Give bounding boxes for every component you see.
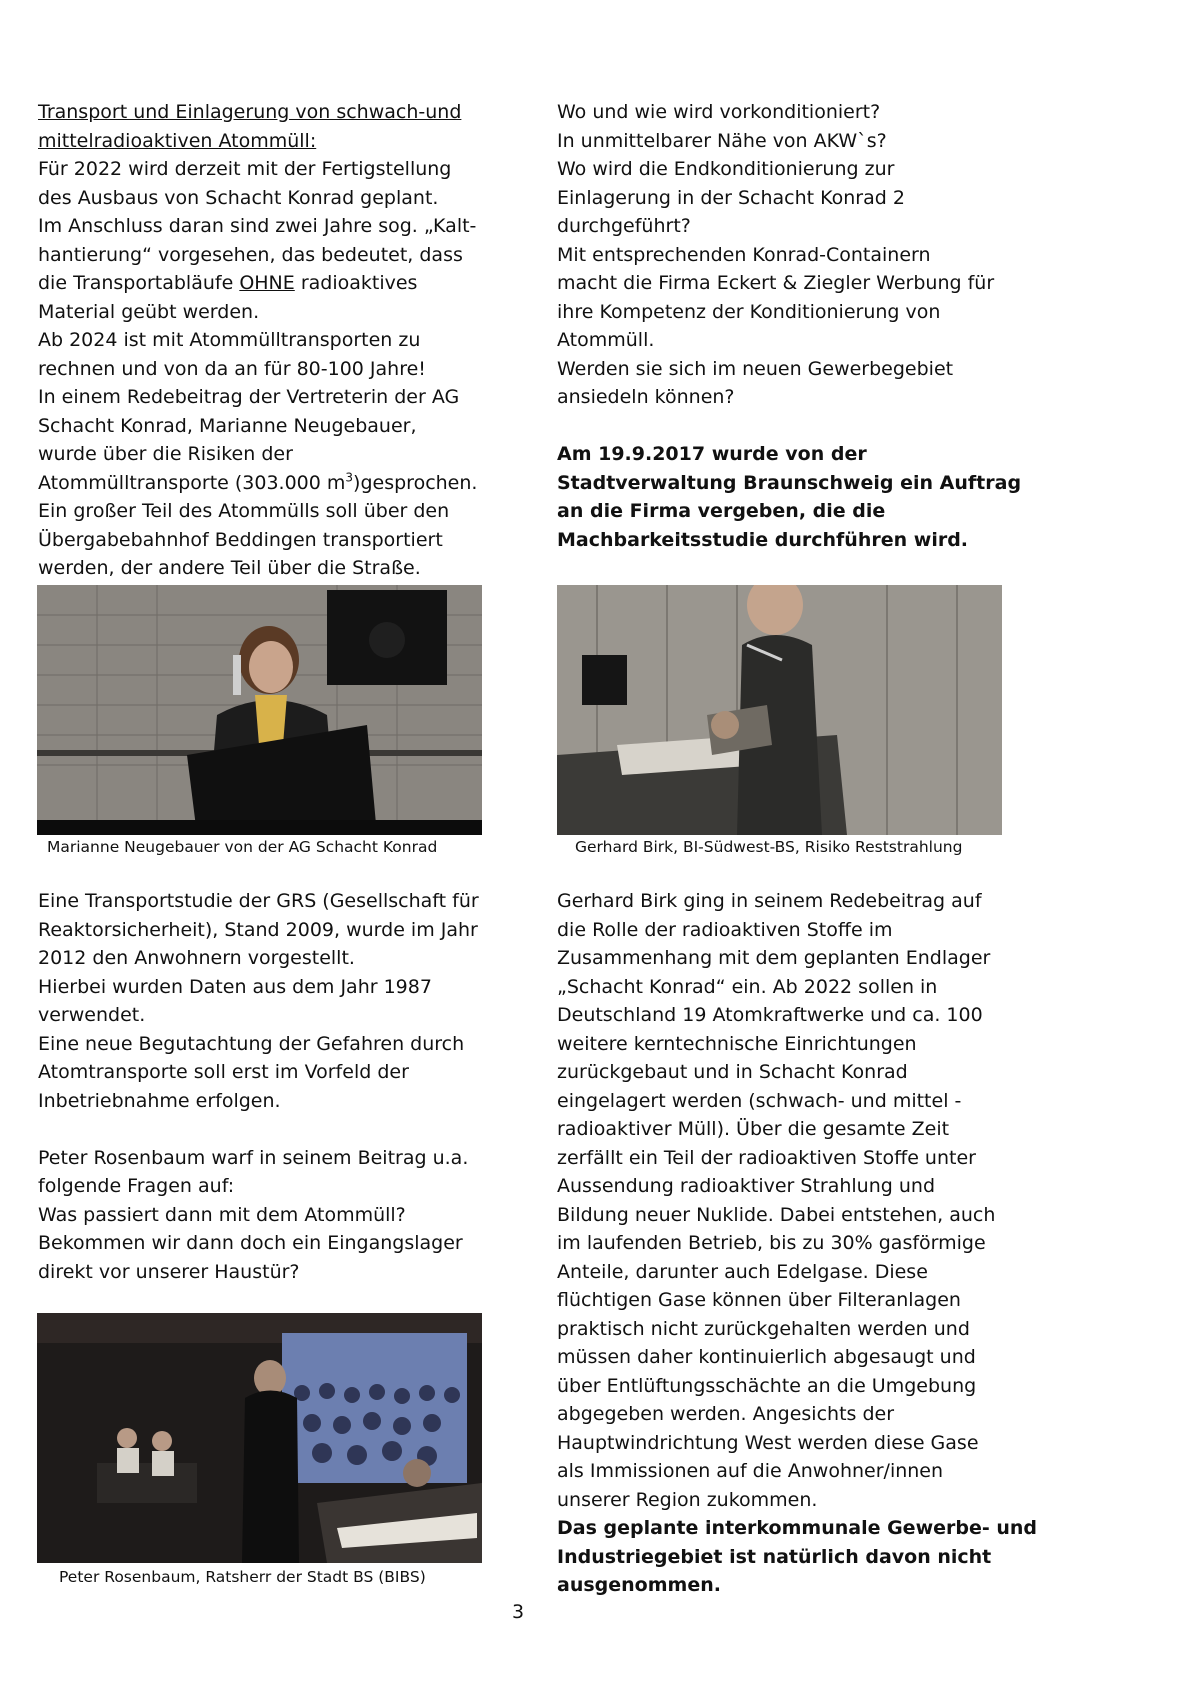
text-line: Wo wird die Endkonditionierung zur bbox=[557, 158, 895, 180]
text-line: radioaktiver Müll). Über die gesamte Zeit bbox=[557, 1118, 950, 1140]
text-line: Bildung neuer Nuklide. Dabei entstehen, auch bbox=[557, 1203, 996, 1226]
bold-text-line: Stadtverwaltung Braunschweig ein Auftrag bbox=[557, 471, 1022, 494]
text-line: über Entlüftungsschächte an die Umgebung bbox=[557, 1374, 977, 1397]
photo-peter-rosenbaum bbox=[37, 1313, 482, 1563]
text-line: „Schacht Konrad“ ein. Ab 2022 sollen in bbox=[557, 975, 938, 998]
text-line: macht die Firma Eckert & Ziegler Werbung für bbox=[557, 272, 995, 294]
text-line: folgende Fragen auf: bbox=[38, 1175, 235, 1197]
text-line: Atommüll. bbox=[557, 329, 655, 351]
text-line: des Ausbaus von Schacht Konrad geplant. bbox=[38, 186, 439, 209]
text-line: Ab 2024 ist mit Atommülltransporten zu bbox=[38, 329, 421, 351]
text-line: im laufenden Betrieb, bis zu 30% gasförmige bbox=[557, 1232, 986, 1254]
text-line: Einlagerung in der Schacht Konrad 2 bbox=[557, 186, 905, 209]
text-line: unserer Region zukommen. bbox=[557, 1488, 818, 1511]
text-line: ihre Kompetenz der Konditionierung von bbox=[557, 300, 941, 323]
text-line: wurde über die Risiken der bbox=[38, 443, 293, 465]
photo-marianne-neugebauer bbox=[37, 585, 482, 835]
text-line: Werden sie sich im neuen Gewerbegebiet bbox=[557, 357, 954, 380]
text-line: verwendet. bbox=[38, 1004, 146, 1026]
text-line: Hierbei wurden Daten aus dem Jahr 1987 bbox=[38, 975, 432, 998]
text-line: rechnen und von da an für 80-100 Jahre! bbox=[38, 357, 426, 380]
text-line: 2012 den Anwohnern vorgestellt. bbox=[38, 947, 355, 969]
text-line: abgegeben werden. Angesichts der bbox=[557, 1403, 895, 1425]
text-line: Aussendung radioaktiver Strahlung und bbox=[557, 1175, 936, 1197]
text-line: Deutschland 19 Atomkraftwerke und ca. 100 bbox=[557, 1004, 983, 1026]
text-line: eingelagert werden (schwach- und mittel - bbox=[557, 1089, 962, 1112]
text-line: als Immissionen auf die Anwohner/innen bbox=[557, 1460, 944, 1482]
text-line: zurückgebaut und in Schacht Konrad bbox=[557, 1061, 908, 1083]
bold-text-line: an die Firma vergeben, die die bbox=[557, 500, 886, 522]
text-line: weitere kerntechnische Einrichtungen bbox=[557, 1032, 917, 1055]
text-line: Wo und wie wird vorkonditioniert? bbox=[557, 101, 881, 123]
right-column-top bbox=[557, 98, 1022, 554]
section-heading: Transport und Einlagerung von schwach-und bbox=[38, 101, 462, 123]
text-line: Hauptwindrichtung West werden diese Gase bbox=[557, 1431, 979, 1454]
text-line: hantierung“ vorgesehen, das bedeutet, dass bbox=[38, 243, 463, 266]
text-line: ansiedeln können? bbox=[557, 386, 735, 408]
text-line: Gerhard Birk ging in seinem Redebeitrag auf bbox=[557, 890, 982, 912]
text-line: Reaktorsicherheit), Stand 2009, wurde im Jahr bbox=[38, 918, 478, 941]
text-line: flüchtigen Gase können über Filteranlagen bbox=[557, 1289, 961, 1311]
text-line: Atomtransporte soll erst im Vorfeld der bbox=[38, 1061, 409, 1083]
text-line: durchgeführt? bbox=[557, 215, 691, 237]
photo-caption: Marianne Neugebauer von der AG Schacht Konrad bbox=[47, 838, 438, 856]
left-column-bottom bbox=[38, 887, 488, 1286]
text-line: die Transportabläufe OHNE radioaktives bbox=[38, 272, 418, 294]
text-line: praktisch nicht zurückgehalten werden und bbox=[557, 1317, 970, 1340]
text-line: werden, der andere Teil über die Straße. bbox=[38, 557, 421, 579]
text-line: Peter Rosenbaum warf in seinem Beitrag u.a. bbox=[38, 1146, 469, 1169]
text-line: die Rolle der radioaktiven Stoffe im bbox=[557, 918, 893, 941]
text-line: Bekommen wir dann doch ein Eingangslager bbox=[38, 1232, 463, 1254]
bold-text-line: ausgenommen. bbox=[557, 1574, 721, 1596]
text-line: Eine Transportstudie der GRS (Gesellschaft für bbox=[38, 890, 479, 912]
text-line: Eine neue Begutachtung der Gefahren durch bbox=[38, 1032, 465, 1055]
bold-text-line: Industriegebiet ist natürlich davon nicht bbox=[557, 1545, 992, 1568]
bold-text-line: Am 19.9.2017 wurde von der bbox=[557, 443, 867, 465]
text-line: Was passiert dann mit dem Atommüll? bbox=[38, 1203, 406, 1226]
text-line: Übergabebahnhof Beddingen transportiert bbox=[38, 528, 443, 551]
page-number: 3 bbox=[511, 1601, 525, 1623]
text-line: Im Anschluss daran sind zwei Jahre sog. „Kalt- bbox=[38, 215, 477, 237]
text-line: Material geübt werden. bbox=[38, 300, 260, 323]
text-line: Atommülltransporte (303.000 $m^3)gesprochen$. bbox=[38, 470, 478, 494]
text-line: Zusammenhang mit dem geplanten Endlager bbox=[557, 947, 991, 969]
left-column-top bbox=[38, 98, 488, 583]
photo-caption: Peter Rosenbaum, Ratsherr der Stadt BS (BIBS) bbox=[59, 1568, 426, 1586]
section-heading: mittelradioaktiven Atommüll: bbox=[38, 129, 317, 152]
text-line: Anteile, darunter auch Edelgase. Diese bbox=[557, 1260, 928, 1283]
text-line: Ein großer Teil des Atommülls soll über den bbox=[38, 500, 450, 522]
text-line: müssen daher kontinuierlich abgesaugt und bbox=[557, 1346, 976, 1368]
paragraph-gap bbox=[38, 1115, 488, 1144]
text-line: In einem Redebeitrag der Vertreterin der AG bbox=[38, 386, 460, 408]
bold-text-line: Das geplante interkommunale Gewerbe- und bbox=[557, 1517, 1038, 1539]
right-column-bottom bbox=[557, 887, 1038, 1600]
text-line: In unmittelbarer Nähe von AKW`s? bbox=[557, 129, 887, 152]
paragraph-gap bbox=[557, 412, 1017, 441]
text-line: direkt vor unserer Haustür? bbox=[38, 1260, 300, 1283]
photo-gerhard-birk bbox=[557, 585, 1002, 835]
bold-text-line: Machbarkeitsstudie durchführen wird. bbox=[557, 528, 969, 551]
text-line: zerfällt ein Teil der radioaktiven Stoffe unter bbox=[557, 1146, 976, 1169]
text-line: Mit entsprechenden Konrad-Containern bbox=[557, 243, 931, 266]
text-line: Schacht Konrad, Marianne Neugebauer, bbox=[38, 414, 417, 437]
ohne-emphasis: OHNE bbox=[239, 272, 295, 294]
photo-caption: Gerhard Birk, BI-Südwest-BS, Risiko Reststrahlung bbox=[575, 838, 963, 856]
text-line: Für 2022 wird derzeit mit der Fertigstellung bbox=[38, 158, 452, 180]
text-line: Inbetriebnahme erfolgen. bbox=[38, 1089, 281, 1112]
